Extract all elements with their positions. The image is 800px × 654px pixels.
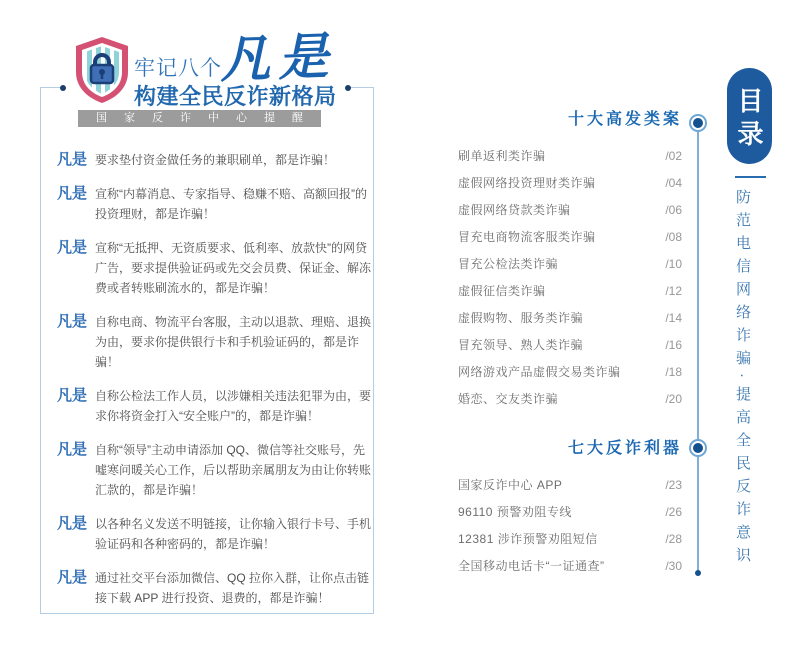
fanshi-text: 要求垫付资金做任务的兼职刷单，都是诈骗！: [95, 153, 336, 167]
fanshi-label: 凡是: [57, 151, 88, 168]
toc-item-label: 虚假网络贷款类诈骗: [458, 203, 571, 217]
bracket-dot-left: [60, 85, 66, 91]
toc-row: [458, 309, 682, 325]
fanshi-text: 自称公检法工作人员，以涉嫌相关违法犯罪为由，要求你将资金打入“安全账户”的，都是诈骗！: [95, 389, 372, 423]
toc-item-label: 婚恋、交友类诈骗: [458, 392, 559, 406]
fanshi-item: [57, 184, 373, 224]
toc-row: [458, 255, 682, 271]
toc-item-label: 冒充电商物流客服类诈骗: [458, 230, 596, 244]
toc-item-label: 虚假购物、服务类诈骗: [458, 311, 584, 325]
fanshi-label: 凡是: [57, 313, 88, 330]
fanshi-item: [57, 440, 373, 500]
table-of-contents: [458, 112, 682, 584]
toc-item-label: 刷单返利类诈骗: [458, 149, 546, 163]
toc-page-number: /20: [665, 392, 682, 406]
toc-row: [458, 282, 682, 298]
toc-timeline-end-dot: [695, 570, 701, 576]
fanshi-label: 凡是: [57, 441, 88, 458]
toc-row: [458, 228, 682, 244]
toc-item-label: 12381 涉诈预警劝阻短信: [458, 532, 598, 546]
toc-page-number: /16: [665, 338, 682, 352]
toc-page-number: /14: [665, 311, 682, 325]
toc-row: [458, 557, 682, 573]
toc-row: [458, 336, 682, 352]
toc-page-number: /10: [665, 257, 682, 271]
fanshi-item: [57, 386, 373, 426]
toc-page-number: /18: [665, 365, 682, 379]
toc-row: [458, 530, 682, 546]
toc-page-number: /30: [665, 559, 682, 573]
toc-page-number: /08: [665, 230, 682, 244]
toc-page-number: /12: [665, 284, 682, 298]
toc-row: [458, 503, 682, 519]
toc-row: [458, 174, 682, 190]
header-prefix-text: 牢记八个: [134, 57, 222, 80]
toc-row: [458, 147, 682, 163]
toc-row: [458, 201, 682, 217]
toc-item-label: 虚假征信类诈骗: [458, 284, 546, 298]
fanshi-text: 以各种名义发送不明链接，让你输入银行卡号、手机验证码和各种密码的，都是诈骗！: [95, 517, 372, 551]
fanshi-item: [57, 150, 373, 170]
bracket-dot-right: [345, 85, 351, 91]
sidebar-slogan-vertical: 防范电信网络诈骗·提高全民反诈意识: [734, 189, 751, 570]
toc-page-number: /23: [665, 478, 682, 492]
sidebar-divider: [735, 176, 766, 178]
fanshi-label: 凡是: [57, 387, 88, 404]
toc-page-number: /06: [665, 203, 682, 217]
header-subtitle: 构建全民反诈新格局: [134, 84, 337, 109]
toc-page-number: /04: [665, 176, 682, 190]
contents-badge: 目录: [727, 68, 772, 164]
toc-item-label: 96110 预警劝阻专线: [458, 505, 572, 519]
toc-row: [458, 390, 682, 406]
fanshi-label: 凡是: [57, 569, 88, 586]
fanshi-text: 通过社交平台添加微信、QQ 拉你入群，让你点击链接下载 APP 进行投资、退费的，都是诈骗！: [95, 571, 370, 605]
toc-section-title: 十大高发类案: [567, 111, 682, 128]
toc-item-label: 虚假网络投资理财类诈骗: [458, 176, 596, 190]
fanshi-label: 凡是: [57, 185, 88, 202]
fanshi-text: 自称“领导”主动申请添加 QQ、微信等社交账号，先嘘寒问暖关心工作，后以帮助亲属朋友为由让你转账汇款的，都是诈骗！: [95, 443, 372, 497]
toc-timeline-node-icon: [691, 116, 705, 130]
toc-item-label: 国家反诈中心 APP: [458, 478, 563, 492]
toc-item-label: 冒充领导、熟人类诈骗: [458, 338, 584, 352]
fanshi-text: 宣称“内幕消息、专家指导、稳赚不赔、高额回报”的投资理财，都是诈骗！: [95, 187, 367, 221]
toc-item-label: 网络游戏产品虚假交易类诈骗: [458, 365, 621, 379]
toc-timeline-node-icon: [691, 441, 705, 455]
toc-page-number: /28: [665, 532, 682, 546]
toc-item-label: 全国移动电话卡“一证通查”: [458, 559, 605, 573]
fanshi-list: [57, 150, 373, 622]
toc-row: [458, 363, 682, 379]
toc-page-number: /26: [665, 505, 682, 519]
fanshi-label: 凡是: [57, 515, 88, 532]
toc-section-title: 七大反诈利器: [567, 440, 682, 457]
toc-page-number: /02: [665, 149, 682, 163]
toc-row: [458, 476, 682, 492]
fanshi-item: [57, 568, 373, 608]
fanshi-item: [57, 238, 373, 298]
header-highlight-calligraphy: 凡是: [219, 25, 338, 90]
fanshi-text: 宣称“无抵押、无资质要求、低利率、放款快”的网贷广告，要求提供验证码或先交会员费、保证金、解冻费或者转账刷流水的，都是诈骗！: [95, 241, 372, 295]
fanshi-label: 凡是: [57, 239, 88, 256]
toc-timeline-line: [697, 117, 699, 574]
header-banner: 国家反诈中心提醒: [78, 110, 321, 127]
toc-item-label: 冒充公检法类诈骗: [458, 257, 559, 271]
bracket-line-right: [350, 87, 373, 88]
fanshi-item: [57, 312, 373, 372]
fanshi-text: 自称电商、物流平台客服，主动以退款、理赔、退换为由，要求你提供银行卡和手机验证码的，都是诈骗！: [95, 315, 372, 369]
fanshi-item: [57, 514, 373, 554]
